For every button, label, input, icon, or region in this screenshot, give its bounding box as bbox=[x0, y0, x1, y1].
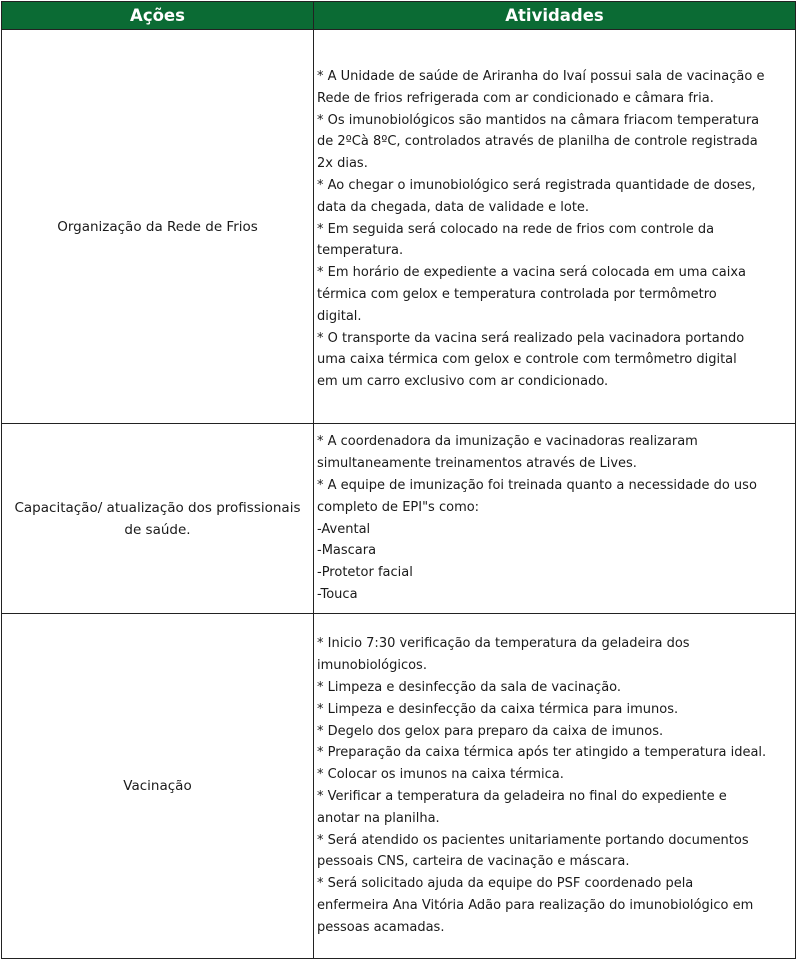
atividade-line: -Mascara bbox=[317, 543, 377, 559]
atividade-line: data da chegada, data de validade e lote. bbox=[317, 199, 590, 215]
atividade-line: pessoas acamadas. bbox=[317, 919, 445, 935]
table-row-capacitacao bbox=[2, 423, 795, 613]
atividade-line: -Protetor facial bbox=[317, 565, 413, 581]
atividade-line: enfermeira Ana Vitória Adão para realização do imunobiológico em bbox=[317, 897, 754, 913]
header-atividades: Atividades bbox=[314, 2, 795, 29]
atividade-line: * A Unidade de saúde de Ariranha do Ivaí possui sala de vacinação e bbox=[317, 69, 765, 85]
atividade-line: * Será solicitado ajuda da equipe do PSF coordenado pela bbox=[317, 876, 694, 892]
atividade-line: Rede de frios refrigerada com ar condicionado e câmara fria. bbox=[317, 90, 714, 106]
atividade-line: * Inicio 7:30 verificação da temperatura da geladeira dos bbox=[317, 636, 690, 652]
atividade-line: de 2ºCà 8ºC, controlados através de planilha de controle registrada bbox=[317, 134, 758, 150]
atividades-cell bbox=[314, 424, 795, 613]
atividade-line: * Será atendido os pacientes unitariamente portando documentos bbox=[317, 832, 749, 848]
atividade-line: anotar na planilha. bbox=[317, 810, 440, 826]
actions-table bbox=[1, 1, 796, 959]
atividades-cell bbox=[314, 30, 795, 423]
atividade-line: uma caixa térmica com gelox e controle com termômetro digital bbox=[317, 352, 737, 368]
atividade-line: * Colocar os imunos na caixa térmica. bbox=[317, 767, 564, 783]
atividade-line: * Em horário de expediente a vacina será colocada em uma caixa bbox=[317, 265, 746, 281]
atividade-line: * Limpeza e desinfecção da sala de vacinação. bbox=[317, 680, 622, 696]
atividade-line: * Degelo dos gelox para preparo da caixa de imunos. bbox=[317, 723, 664, 739]
atividades-cell bbox=[314, 614, 795, 958]
atividade-line: completo de EPI"s como: bbox=[317, 499, 480, 515]
atividade-line: digital. bbox=[317, 308, 362, 324]
atividade-line: * Preparação da caixa térmica após ter atingido a temperatura ideal. bbox=[317, 745, 767, 761]
atividade-line: * Os imunobiológicos são mantidos na câmara friacom temperatura bbox=[317, 112, 760, 128]
table-row-vacinacao bbox=[2, 613, 795, 958]
atividade-line: * Ao chegar o imunobiológico será registrada quantidade de doses, bbox=[317, 178, 756, 193]
atividade-line: temperatura. bbox=[317, 243, 404, 259]
atividade-line: -Avental bbox=[317, 521, 371, 537]
atividade-line: * Limpeza e desinfecção da caixa térmica para imunos. bbox=[317, 701, 679, 717]
atividade-line: * A coordenadora da imunização e vacinadoras realizaram bbox=[317, 434, 698, 450]
atividade-line: * Verificar a temperatura da geladeira no final do expediente e bbox=[317, 789, 727, 804]
acao-cell: Vacinação bbox=[2, 614, 314, 958]
header-acoes: Ações bbox=[2, 2, 314, 29]
atividade-line: em um carro exclusivo com ar condicionado. bbox=[317, 374, 609, 390]
acao-cell: Capacitação/ atualização dos profissionais de saúde. bbox=[2, 424, 314, 613]
atividade-line: * A equipe de imunização foi treinada quanto a necessidade do uso bbox=[317, 477, 757, 493]
atividade-line: 2x dias. bbox=[317, 156, 368, 172]
atividade-line: imunobiológicos. bbox=[317, 658, 427, 674]
atividade-line: -Touca bbox=[317, 586, 358, 602]
acao-cell: Organização da Rede de Frios bbox=[2, 30, 314, 423]
table-row-rede-de-frios bbox=[2, 29, 795, 423]
atividade-line: * O transporte da vacina será realizado pela vacinadora portando bbox=[317, 330, 745, 346]
atividade-line: pessoais CNS, carteira de vacinação e máscara. bbox=[317, 854, 630, 870]
atividade-line: * Em seguida será colocado na rede de frios com controle da bbox=[317, 221, 715, 237]
atividade-line: térmica com gelox e temperatura controlada por termômetro bbox=[317, 286, 717, 302]
atividade-line: simultaneamente treinamentos através de Lives. bbox=[317, 456, 637, 472]
